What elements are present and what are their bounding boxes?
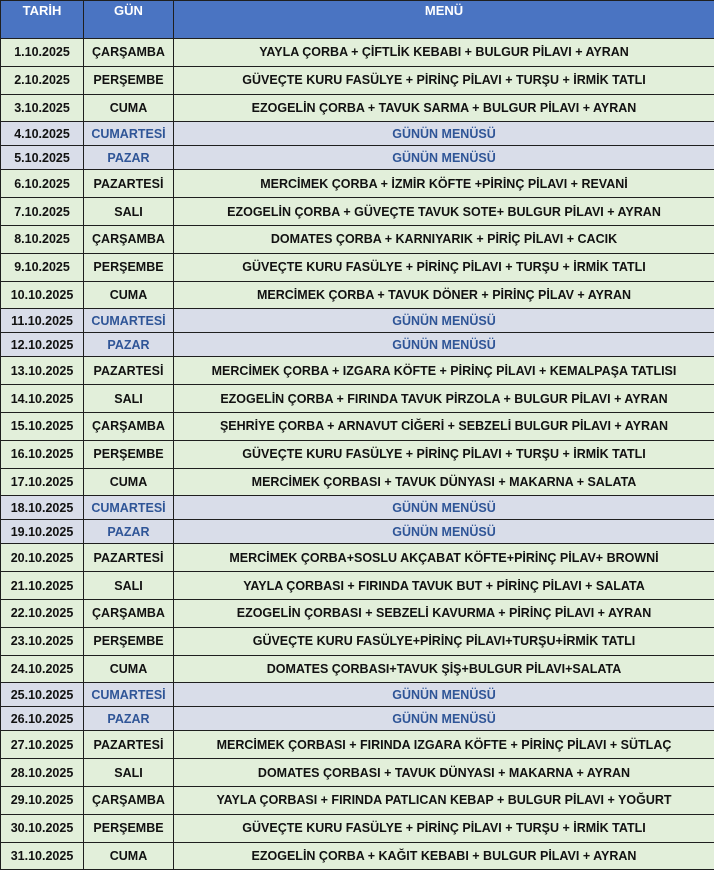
menu-cell: EZOGELİN ÇORBA + GÜVEÇTE TAVUK SOTE+ BULGUR PİLAVI + AYRAN: [174, 198, 714, 226]
header-date: TARİH: [1, 1, 84, 39]
table-row: [1, 520, 714, 544]
table-row: [1, 599, 714, 627]
table-row: [1, 572, 714, 600]
table-row: [1, 333, 714, 357]
table-row: [1, 170, 714, 198]
day-cell: CUMARTESİ: [84, 683, 174, 707]
date-cell: 12.10.2025: [1, 333, 84, 357]
table-row: [1, 198, 714, 226]
date-cell: 30.10.2025: [1, 814, 84, 842]
menu-cell: MERCİMEK ÇORBA + İZMİR KÖFTE +PİRİNÇ PİLAVI + REVANİ: [174, 170, 714, 198]
table-row: [1, 122, 714, 146]
day-cell: ÇARŞAMBA: [84, 225, 174, 253]
menu-cell: EZOGELİN ÇORBA + TAVUK SARMA + BULGUR PİLAVI + AYRAN: [174, 94, 714, 122]
table-row: [1, 707, 714, 731]
table-row: [1, 225, 714, 253]
table-row: [1, 146, 714, 170]
day-cell: PERŞEMBE: [84, 814, 174, 842]
menu-cell: GÜVEÇTE KURU FASÜLYE+PİRİNÇ PİLAVI+TURŞU+İRMİK TATLI: [174, 627, 714, 655]
menu-cell: GÜVEÇTE KURU FASÜLYE + PİRİNÇ PİLAVI + TURŞU + İRMİK TATLI: [174, 440, 714, 468]
day-cell: PAZAR: [84, 520, 174, 544]
table-row: [1, 655, 714, 683]
day-cell: CUMA: [84, 655, 174, 683]
day-cell: CUMA: [84, 94, 174, 122]
date-cell: 3.10.2025: [1, 94, 84, 122]
day-cell: PAZARTESİ: [84, 170, 174, 198]
menu-cell: DOMATES ÇORBASI + TAVUK DÜNYASI + MAKARNA + AYRAN: [174, 759, 714, 787]
date-cell: 7.10.2025: [1, 198, 84, 226]
day-cell: PAZAR: [84, 333, 174, 357]
date-cell: 19.10.2025: [1, 520, 84, 544]
day-cell: ÇARŞAMBA: [84, 599, 174, 627]
menu-cell: EZOGELİN ÇORBA + KAĞIT KEBABI + BULGUR PİLAVI + AYRAN: [174, 842, 714, 870]
table-row: [1, 66, 714, 94]
menu-cell: YAYLA ÇORBASI + FIRINDA PATLICAN KEBAP + BULGUR PİLAVI + YOĞURT: [174, 786, 714, 814]
date-cell: 4.10.2025: [1, 122, 84, 146]
menu-cell: MERCİMEK ÇORBASI + TAVUK DÜNYASI + MAKARNA + SALATA: [174, 468, 714, 496]
date-cell: 18.10.2025: [1, 496, 84, 520]
menu-cell: DOMATES ÇORBA + KARNIYARIK + PİRİÇ PİLAVI + CACIK: [174, 225, 714, 253]
header-day: GÜN: [84, 1, 174, 39]
header-menu: MENÜ: [174, 1, 714, 39]
day-cell: PAZARTESİ: [84, 731, 174, 759]
table-row: [1, 814, 714, 842]
date-cell: 10.10.2025: [1, 281, 84, 309]
menu-cell: GÜNÜN MENÜSÜ: [174, 333, 714, 357]
day-cell: SALI: [84, 572, 174, 600]
date-cell: 5.10.2025: [1, 146, 84, 170]
day-cell: CUMA: [84, 842, 174, 870]
table-body: [1, 39, 714, 870]
menu-cell: ŞEHRİYE ÇORBA + ARNAVUT CİĞERİ + SEBZELİ BULGUR PİLAVI + AYRAN: [174, 412, 714, 440]
day-cell: ÇARŞAMBA: [84, 412, 174, 440]
header-row: [1, 1, 714, 39]
table-row: [1, 357, 714, 385]
menu-cell: GÜNÜN MENÜSÜ: [174, 146, 714, 170]
table-row: [1, 683, 714, 707]
day-cell: CUMA: [84, 281, 174, 309]
day-cell: SALI: [84, 759, 174, 787]
day-cell: CUMARTESİ: [84, 122, 174, 146]
menu-cell: DOMATES ÇORBASI+TAVUK ŞİŞ+BULGUR PİLAVI+SALATA: [174, 655, 714, 683]
menu-cell: YAYLA ÇORBASI + FIRINDA TAVUK BUT + PİRİNÇ PİLAVI + SALATA: [174, 572, 714, 600]
table-row: [1, 309, 714, 333]
date-cell: 26.10.2025: [1, 707, 84, 731]
menu-cell: GÜNÜN MENÜSÜ: [174, 309, 714, 333]
date-cell: 13.10.2025: [1, 357, 84, 385]
date-cell: 22.10.2025: [1, 599, 84, 627]
menu-cell: EZOGELİN ÇORBASI + SEBZELİ KAVURMA + PİRİNÇ PİLAVI + AYRAN: [174, 599, 714, 627]
day-cell: PERŞEMBE: [84, 627, 174, 655]
menu-cell: GÜNÜN MENÜSÜ: [174, 707, 714, 731]
date-cell: 31.10.2025: [1, 842, 84, 870]
date-cell: 6.10.2025: [1, 170, 84, 198]
menu-cell: GÜVEÇTE KURU FASÜLYE + PİRİNÇ PİLAVI + TURŞU + İRMİK TATLI: [174, 814, 714, 842]
day-cell: PAZAR: [84, 146, 174, 170]
day-cell: SALI: [84, 198, 174, 226]
table-row: [1, 544, 714, 572]
table-row: [1, 842, 714, 870]
menu-cell: YAYLA ÇORBA + ÇİFTLİK KEBABI + BULGUR PİLAVI + AYRAN: [174, 39, 714, 67]
day-cell: CUMA: [84, 468, 174, 496]
day-cell: PERŞEMBE: [84, 66, 174, 94]
date-cell: 14.10.2025: [1, 385, 84, 413]
table-row: [1, 440, 714, 468]
day-cell: PERŞEMBE: [84, 253, 174, 281]
date-cell: 11.10.2025: [1, 309, 84, 333]
day-cell: CUMARTESİ: [84, 309, 174, 333]
date-cell: 24.10.2025: [1, 655, 84, 683]
date-cell: 21.10.2025: [1, 572, 84, 600]
date-cell: 16.10.2025: [1, 440, 84, 468]
day-cell: ÇARŞAMBA: [84, 786, 174, 814]
day-cell: PAZARTESİ: [84, 544, 174, 572]
day-cell: PERŞEMBE: [84, 440, 174, 468]
table-row: [1, 412, 714, 440]
date-cell: 20.10.2025: [1, 544, 84, 572]
date-cell: 27.10.2025: [1, 731, 84, 759]
date-cell: 29.10.2025: [1, 786, 84, 814]
date-cell: 8.10.2025: [1, 225, 84, 253]
table-row: [1, 496, 714, 520]
day-cell: PAZARTESİ: [84, 357, 174, 385]
menu-cell: MERCİMEK ÇORBA+SOSLU AKÇABAT KÖFTE+PİRİNÇ PİLAV+ BROWNİ: [174, 544, 714, 572]
menu-cell: GÜNÜN MENÜSÜ: [174, 122, 714, 146]
table-row: [1, 627, 714, 655]
date-cell: 9.10.2025: [1, 253, 84, 281]
table-row: [1, 731, 714, 759]
menu-cell: GÜNÜN MENÜSÜ: [174, 496, 714, 520]
date-cell: 23.10.2025: [1, 627, 84, 655]
menu-cell: GÜNÜN MENÜSÜ: [174, 520, 714, 544]
day-cell: SALI: [84, 385, 174, 413]
menu-cell: GÜVEÇTE KURU FASÜLYE + PİRİNÇ PİLAVI + TURŞU + İRMİK TATLI: [174, 66, 714, 94]
date-cell: 25.10.2025: [1, 683, 84, 707]
date-cell: 1.10.2025: [1, 39, 84, 67]
day-cell: ÇARŞAMBA: [84, 39, 174, 67]
table-row: [1, 253, 714, 281]
date-cell: 15.10.2025: [1, 412, 84, 440]
menu-cell: GÜVEÇTE KURU FASÜLYE + PİRİNÇ PİLAVI + TURŞU + İRMİK TATLI: [174, 253, 714, 281]
day-cell: PAZAR: [84, 707, 174, 731]
table-row: [1, 281, 714, 309]
menu-cell: MERCİMEK ÇORBASI + FIRINDA IZGARA KÖFTE + PİRİNÇ PİLAVI + SÜTLAÇ: [174, 731, 714, 759]
table-row: [1, 39, 714, 67]
table-row: [1, 786, 714, 814]
day-cell: CUMARTESİ: [84, 496, 174, 520]
date-cell: 2.10.2025: [1, 66, 84, 94]
menu-cell: GÜNÜN MENÜSÜ: [174, 683, 714, 707]
table-row: [1, 385, 714, 413]
table-row: [1, 468, 714, 496]
table-row: [1, 759, 714, 787]
table-header: [1, 1, 714, 39]
menu-cell: MERCİMEK ÇORBA + TAVUK DÖNER + PİRİNÇ PİLAV + AYRAN: [174, 281, 714, 309]
table-row: [1, 94, 714, 122]
date-cell: 28.10.2025: [1, 759, 84, 787]
menu-cell: EZOGELİN ÇORBA + FIRINDA TAVUK PİRZOLA + BULGUR PİLAVI + AYRAN: [174, 385, 714, 413]
menu-cell: MERCİMEK ÇORBA + IZGARA KÖFTE + PİRİNÇ PİLAVI + KEMALPAŞA TATLISI: [174, 357, 714, 385]
date-cell: 17.10.2025: [1, 468, 84, 496]
